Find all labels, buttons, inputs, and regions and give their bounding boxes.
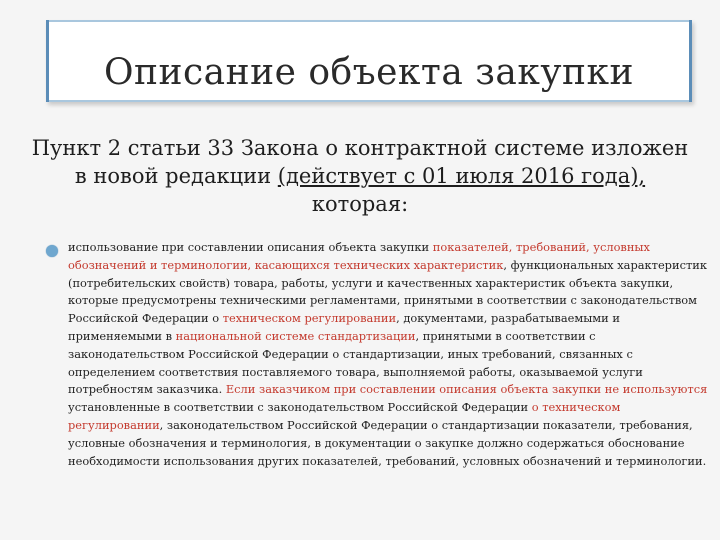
segment-5: , документами, разрабатываемыми и применяемыми в bbox=[68, 311, 620, 343]
segment-1: использование при составлении описания объекта закупки bbox=[68, 240, 433, 254]
subtitle-underlined: (действует с 01 июля 2016 года), bbox=[277, 164, 646, 188]
segment-9: установленные в соответствии с законодательством Российской Федерации bbox=[68, 400, 532, 415]
segment-4-highlight: техническом регулировании bbox=[222, 311, 397, 326]
subtitle-part1: Пункт 2 статьи 33 Закона о контрактной системе изложен в новой редакции bbox=[31, 136, 689, 188]
bullet-text bbox=[68, 239, 708, 470]
segment-10-highlight: о техническом регулировании bbox=[68, 400, 621, 432]
segment-6-highlight: национальной системе стандартизации bbox=[175, 328, 416, 343]
segment-7: , принятыми в соответствии с законодательством Российской Федерации о стандартизации, иных требований, связанных с определением соответствия поставляемого товара, выполняемой работы, оказываемой услуги потребностям заказчика. bbox=[68, 328, 643, 397]
subtitle-part2: которая: bbox=[311, 192, 409, 216]
segment-2-highlight: показателей, требований, условных обозначений и терминологии, касающихся технических характеристик bbox=[68, 240, 650, 272]
subtitle bbox=[28, 134, 692, 218]
slide-title: Описание объекта закупки bbox=[103, 52, 634, 93]
bullet-icon bbox=[46, 245, 58, 257]
segment-3: , функциональных характеристик (потребительских свойств) товара, работы, услуги и качественных характеристик объекта закупки, которые предусмотрены техническими регламентами, принятыми в соответствии с законодательством Российской Федерации о bbox=[68, 257, 707, 326]
segment-8-highlight: Если заказчиком при составлении описания объекта закупки не используются bbox=[225, 382, 708, 397]
segment-11: , законодательством Российской Федерации о стандартизации показатели, требования, условные обозначения и терминология, в документации о закупке должно содержаться обоснование необходимости использования других показателей, требований, условных обозначений и терминологии. bbox=[68, 417, 707, 468]
